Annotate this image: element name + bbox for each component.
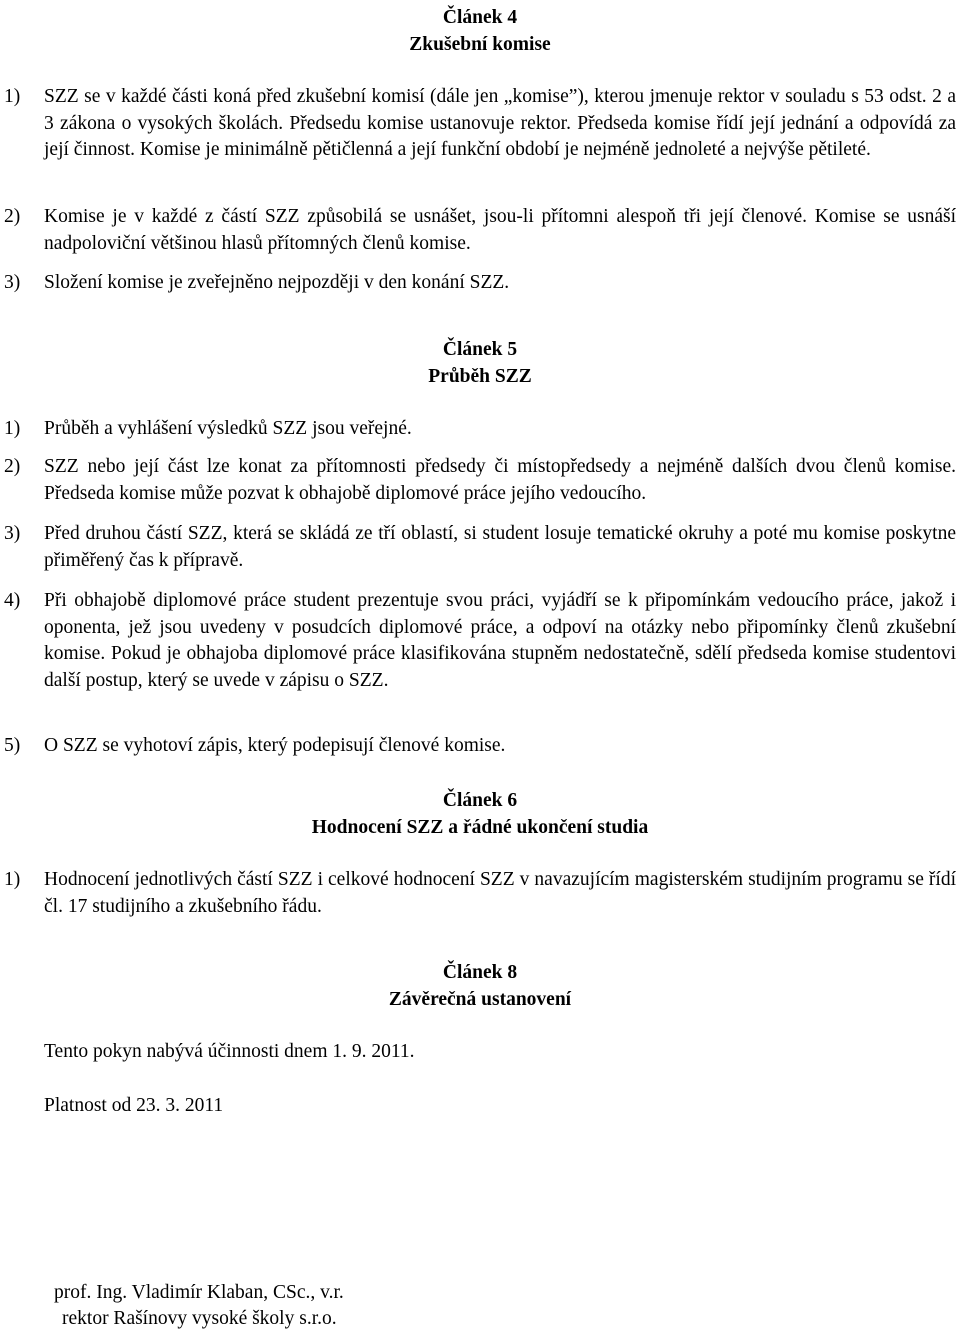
item-text: Při obhajobě diplomové práce student prezentuje svou práci, vyjádří se k připomínkám vedoucího práce, jakož i oponenta, jež jsou uvedeny v posudcích diplomové práce, a odpoví na otázky nebo připomínky členů zkušební komise. Pokud je obhajoba diplomové práce klasifikována stupněm nedostatečně, sdělí předseda komise studentovi další postup, který se uvede v zápisu o SZZ. xyxy=(44,590,956,691)
signatory-name: prof. Ing. Vladimír Klaban, CSc., v.r. xyxy=(54,1282,344,1303)
article-6-title: Hodnocení SZZ a řádné ukončení studia xyxy=(311,817,649,838)
item-number: 1) xyxy=(4,86,21,107)
article-4-title: Zkušební komise xyxy=(409,34,551,55)
item-number: 3) xyxy=(4,523,21,544)
article-6-number: Článek 6 xyxy=(442,790,518,811)
signature-block xyxy=(54,1280,344,1332)
item-number: 2) xyxy=(4,206,21,227)
item-text: Hodnocení jednotlivých částí SZZ i celkové hodnocení SZZ v navazujícím magisterském studijním programu se řídí čl. 17 studijního a zkušebního řádu. xyxy=(44,869,956,917)
article-5-item-1 xyxy=(0,416,956,443)
item-text: Průběh a vyhlášení výsledků SZZ jsou veřejné. xyxy=(44,418,412,439)
article-4-item-2 xyxy=(0,204,956,257)
item-number: 2) xyxy=(4,456,21,477)
effective-date-text: Tento pokyn nabývá účinnosti dnem 1. 9. 2011. xyxy=(44,1041,415,1062)
item-number: 1) xyxy=(4,869,21,890)
article-5-title: Průběh SZZ xyxy=(428,366,532,387)
item-text: SZZ se v každé části koná před zkušební komisí (dále jen „komise”), kterou jmenuje rektor v souladu s 53 odst. 2 a 3 zákona o vysokých školách. Předsedu komise ustanovuje rektor. Předseda komise řídí její jednání a odpovídá za její činnost. Komise je minimálně pětičlenná a její funkční období je nejméně jednoleté a nejvýše pětileté. xyxy=(44,86,956,160)
item-text: O SZZ se vyhotoví zápis, který podepisují členové komise. xyxy=(44,735,506,756)
article-8-title: Závěrečná ustanovení xyxy=(388,989,572,1010)
item-text: Před druhou částí SZZ, která se skládá ze tří oblastí, si student losuje tematické okruhy a poté mu komise poskytne přiměřený čas k přípravě. xyxy=(44,523,956,571)
item-number: 3) xyxy=(4,272,21,293)
item-text: SZZ nebo její část lze konat za přítomnosti předsedy či místopředsedy a nejméně dalších dvou členů komise. Předseda komise může pozvat k obhajobě diplomové práce jejího vedoucího. xyxy=(44,456,956,504)
signatory-role: rektor Rašínovy vysoké školy s.r.o. xyxy=(62,1308,337,1329)
article-8-heading xyxy=(0,959,960,1013)
article-5-item-5 xyxy=(0,733,956,760)
article-5-number: Článek 5 xyxy=(442,339,518,360)
article-5-heading xyxy=(0,336,960,390)
article-4-heading xyxy=(0,4,960,58)
item-number: 4) xyxy=(4,590,21,611)
item-text: Složení komise je zveřejněno nejpozději v den konání SZZ. xyxy=(44,272,510,293)
article-6-heading xyxy=(0,787,960,841)
article-5-item-3 xyxy=(0,521,956,574)
article-8-number: Článek 8 xyxy=(442,962,518,983)
validity-date-text: Platnost od 23. 3. 2011 xyxy=(44,1095,224,1116)
item-number: 5) xyxy=(4,735,21,756)
article-5-item-4 xyxy=(0,588,956,694)
article-6-item-1 xyxy=(0,867,956,920)
article-4-item-3 xyxy=(0,270,956,297)
item-number: 1) xyxy=(4,418,21,439)
article-4-number: Článek 4 xyxy=(442,7,518,28)
article-5-item-2 xyxy=(0,454,956,507)
item-text: Komise je v každé z částí SZZ způsobilá se usnášet, jsou-li přítomni alespoň tři její členové. Komise se usnáší nadpoloviční většinou hlasů přítomných členů komise. xyxy=(44,206,956,254)
article-4-item-1 xyxy=(0,84,956,164)
